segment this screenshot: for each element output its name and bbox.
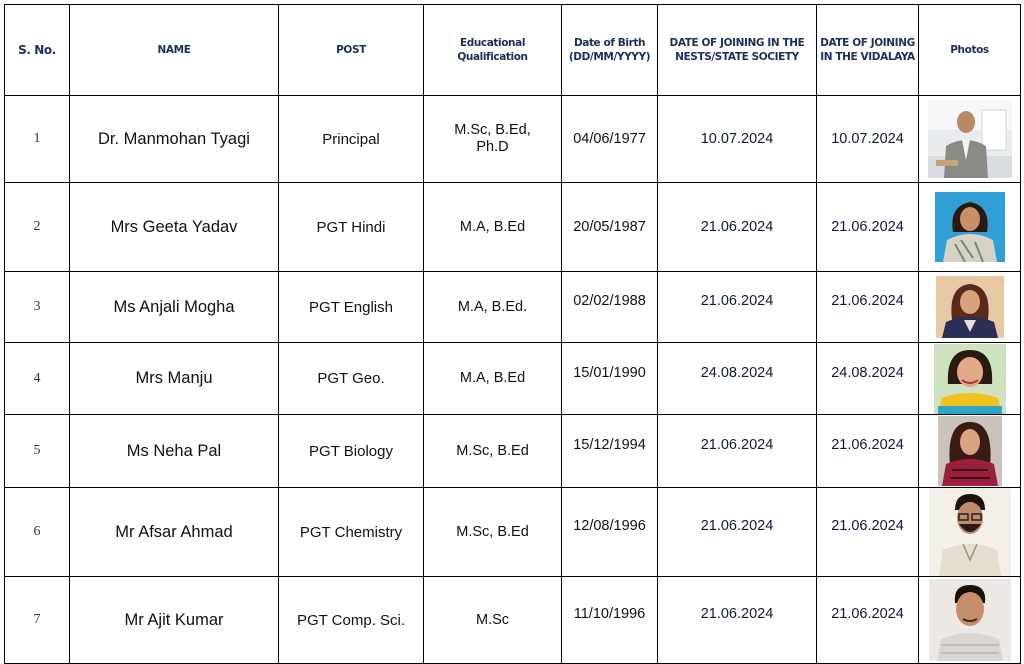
join-society-cell: 21.06.2024 xyxy=(658,272,817,343)
join-society-cell: 21.06.2024 xyxy=(658,488,817,577)
header-join-society: DATE OF JOINING IN THE NESTS/STATE SOCIETY xyxy=(658,5,817,96)
post-cell: PGT Comp. Sci. xyxy=(279,577,424,664)
qualification-cell: M.Sc xyxy=(424,577,562,664)
join-vidalaya-cell: 24.08.2024 xyxy=(817,343,919,415)
header-row xyxy=(5,5,1021,96)
join-vidalaya-cell: 21.06.2024 xyxy=(817,272,919,343)
sno-cell: 5 xyxy=(5,415,70,488)
table-row xyxy=(5,343,1021,415)
qualification-cell: M.A, B.Ed. xyxy=(424,272,562,343)
sno-cell: 1 xyxy=(5,96,70,183)
post-cell: PGT English xyxy=(279,272,424,343)
photo-cell xyxy=(919,415,1021,488)
photo-cell xyxy=(919,488,1021,577)
sno-cell: 6 xyxy=(5,488,70,577)
header-dob: Date of Birth (DD/MM/YYYY) xyxy=(562,5,658,96)
post-cell: PGT Hindi xyxy=(279,183,424,272)
table-row xyxy=(5,96,1021,183)
photo-cell xyxy=(919,272,1021,343)
header-name: NAME xyxy=(70,5,279,96)
name-cell: Dr. Manmohan Tyagi xyxy=(70,96,279,183)
name-cell: Mrs Manju xyxy=(70,343,279,415)
join-society-cell: 21.06.2024 xyxy=(658,183,817,272)
qualification-cell: M.Sc, B.Ed, Ph.D xyxy=(424,96,562,183)
join-vidalaya-cell: 21.06.2024 xyxy=(817,577,919,664)
table-row xyxy=(5,577,1021,664)
name-cell: Mrs Geeta Yadav xyxy=(70,183,279,272)
table-row xyxy=(5,488,1021,577)
dob-cell: 12/08/1996 xyxy=(562,488,658,577)
name-cell: Ms Anjali Mogha xyxy=(70,272,279,343)
staff-table xyxy=(4,4,1021,664)
person-photo-icon xyxy=(936,276,1004,338)
table-row xyxy=(5,415,1021,488)
join-society-cell: 21.06.2024 xyxy=(658,577,817,664)
join-society-cell: 10.07.2024 xyxy=(658,96,817,183)
qualification-cell: M.A, B.Ed xyxy=(424,343,562,415)
dob-cell: 11/10/1996 xyxy=(562,577,658,664)
sno-cell: 2 xyxy=(5,183,70,272)
dob-cell: 20/05/1987 xyxy=(562,183,658,272)
name-cell: Ms Neha Pal xyxy=(70,415,279,488)
qualification-cell: M.A, B.Ed xyxy=(424,183,562,272)
sno-cell: 4 xyxy=(5,343,70,415)
name-cell: Mr Afsar Ahmad xyxy=(70,488,279,577)
dob-cell: 15/12/1994 xyxy=(562,415,658,488)
person-photo-icon xyxy=(938,416,1002,486)
photo-cell xyxy=(919,343,1021,415)
table-row xyxy=(5,183,1021,272)
table-row xyxy=(5,272,1021,343)
header-sno: S. No. xyxy=(5,5,70,96)
join-vidalaya-cell: 21.06.2024 xyxy=(817,415,919,488)
qualification-cell: M.Sc, B.Ed xyxy=(424,488,562,577)
name-cell: Mr Ajit Kumar xyxy=(70,577,279,664)
dob-cell: 15/01/1990 xyxy=(562,343,658,415)
header-post: POST xyxy=(279,5,424,96)
person-photo-icon xyxy=(934,344,1006,414)
sno-cell: 3 xyxy=(5,272,70,343)
dob-cell: 04/06/1977 xyxy=(562,96,658,183)
person-photo-icon xyxy=(929,579,1011,661)
person-photo-icon xyxy=(935,192,1005,262)
join-society-cell: 21.06.2024 xyxy=(658,415,817,488)
photo-cell xyxy=(919,96,1021,183)
sno-cell: 7 xyxy=(5,577,70,664)
post-cell: PGT Chemistry xyxy=(279,488,424,577)
header-qualification: Educational Qualification xyxy=(424,5,562,96)
post-cell: PGT Geo. xyxy=(279,343,424,415)
person-photo-icon xyxy=(928,100,1012,178)
header-join-vidalaya: DATE OF JOINING IN THE VIDALAYA xyxy=(817,5,919,96)
post-cell: Principal xyxy=(279,96,424,183)
join-vidalaya-cell: 10.07.2024 xyxy=(817,96,919,183)
photo-cell xyxy=(919,183,1021,272)
qualification-cell: M.Sc, B.Ed xyxy=(424,415,562,488)
dob-cell: 02/02/1988 xyxy=(562,272,658,343)
join-vidalaya-cell: 21.06.2024 xyxy=(817,183,919,272)
header-photos: Photos xyxy=(919,5,1021,96)
post-cell: PGT Biology xyxy=(279,415,424,488)
person-photo-icon xyxy=(929,488,1011,576)
join-vidalaya-cell: 21.06.2024 xyxy=(817,488,919,577)
join-society-cell: 24.08.2024 xyxy=(658,343,817,415)
photo-cell xyxy=(919,577,1021,664)
